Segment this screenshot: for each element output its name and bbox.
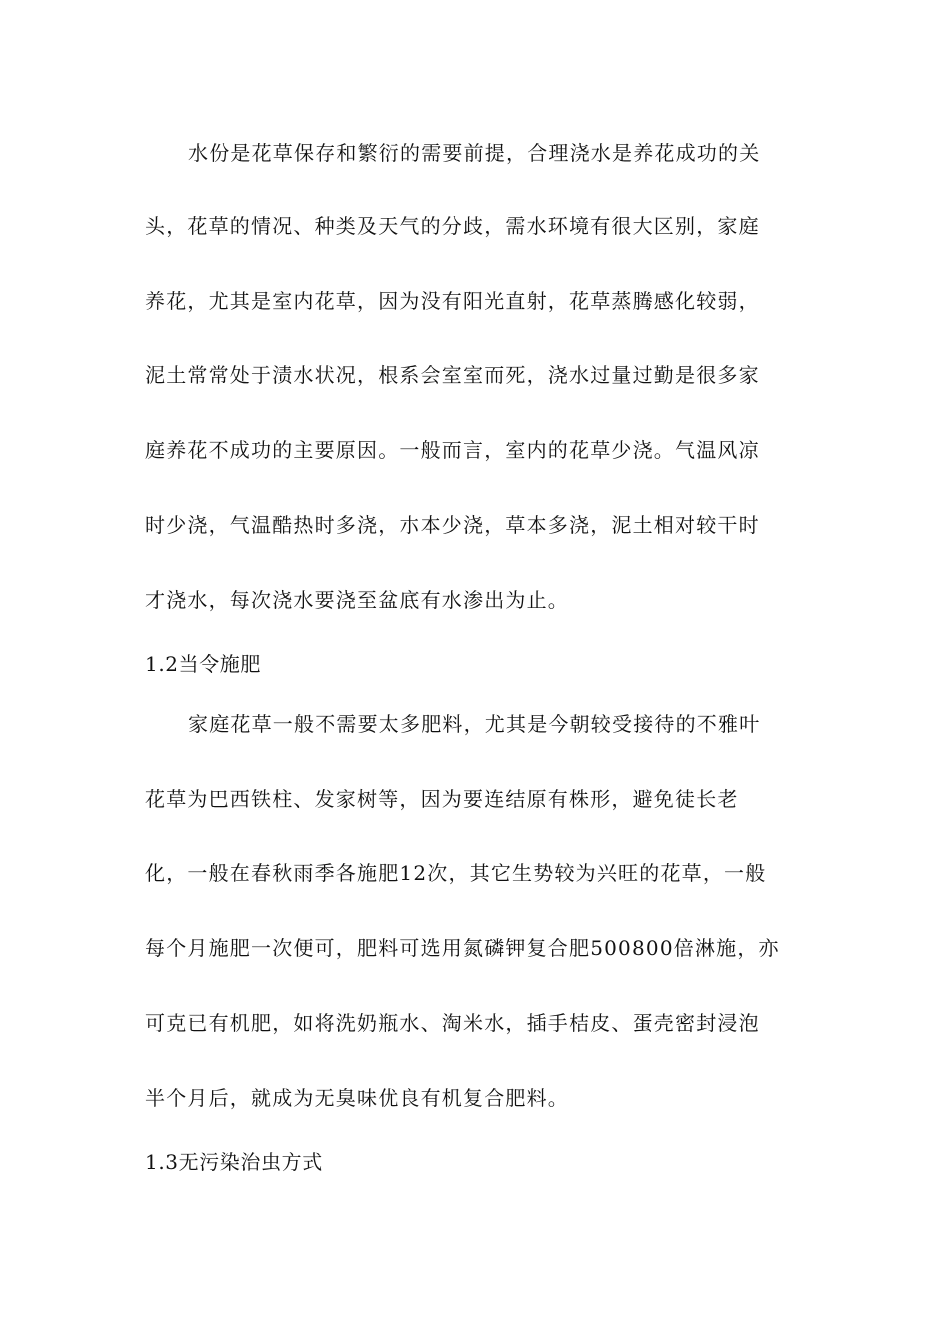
paragraph-line: 泥土常常处于渍水状况，根系会室室而死，浇水过量过勤是很多家: [145, 363, 760, 387]
paragraph-line: 花草为巴西铁柱、发家树等，因为要连结原有株形，避免徒长老: [145, 787, 739, 811]
paragraph-line: 头，花草的情况、种类及天气的分歧，需水环境有很大区别，家庭: [145, 214, 760, 238]
paragraph-line: 庭养花不成功的主要原因。一般而言，室内的花草少浇。气温风凉: [145, 438, 760, 462]
paragraph-line: 时少浇，气温酷热时多浇，朩本少浇，草本多浇，泥土相对较干时: [145, 513, 760, 537]
paragraph-line: 半个月后，就成为无臭味优良有机复合肥料。: [145, 1086, 569, 1110]
paragraph-line: 养花，尤其是室内花草，因为没有阳光直射，花草蒸腾感化较弱，: [145, 289, 760, 313]
paragraph-line: 家庭花草一般不需要太多肥料，尤其是今朝较受接待的不雅叶: [188, 712, 761, 736]
paragraph-line: 化，一般在春秋雨季各施肥12次，其它生势较为兴旺的花草，一般: [145, 861, 767, 885]
paragraph-line: 才浇水，每次浇水要浇至盆底有水渗出为止。: [145, 588, 569, 612]
paragraph-line: 可克已有机肥，如将洗奶瓶水、淘米水，插手桔皮、蛋壳密封浸泡: [145, 1011, 760, 1035]
section-heading: 1.3无污染治虫方式: [145, 1150, 323, 1174]
paragraph-line: 水份是花草保存和繁衍的需要前提，合理浇水是养花成功的关: [188, 141, 761, 165]
paragraph-line: 每个月施肥一次便可，肥料可选用氮磷钾复合肥500800倍淋施，亦: [145, 936, 780, 960]
section-heading: 1.2当令施肥: [145, 652, 262, 676]
